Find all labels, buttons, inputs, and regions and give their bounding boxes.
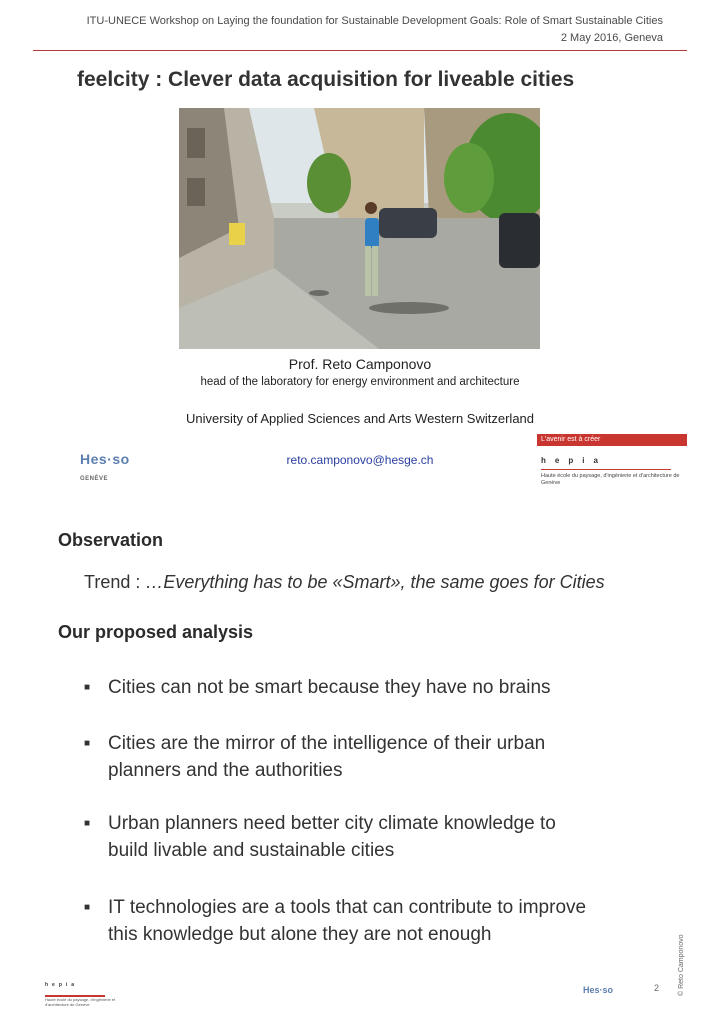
hesso-logo-sub: GENÈVE bbox=[80, 476, 109, 482]
hesso-logo bbox=[80, 451, 160, 481]
analysis-heading: Our proposed analysis bbox=[58, 622, 254, 642]
trend-text: …Everything has to be «Smart», the same goes for Cities bbox=[145, 572, 605, 592]
hepia-wordmark: hepia bbox=[541, 456, 607, 465]
bullet-marker: ■ bbox=[84, 682, 91, 693]
university-name: University of Applied Sciences and Arts Western Switzerland bbox=[185, 411, 535, 426]
header-date: 2 May 2016, Geneva bbox=[560, 32, 663, 44]
bullet-marker: ■ bbox=[84, 902, 91, 913]
list-item-text: Cities can not be smart because they have no brains bbox=[108, 677, 551, 698]
header-workshop-title: ITU-UNECE Workshop on Laying the foundation for Sustainable Development Goals: Role of Smart Sustainable Cities bbox=[86, 15, 663, 27]
hepia-tagline: L'avenir est à créer bbox=[537, 434, 687, 446]
trend-label: Trend : bbox=[84, 572, 146, 592]
footer-hepia-description: Haute école du paysage, d'ingénierie et d'architecture de Genève bbox=[45, 997, 116, 1007]
hepia-divider bbox=[541, 469, 671, 470]
page-number: 2 bbox=[654, 983, 660, 993]
footer-hepia-wordmark: hepia bbox=[45, 982, 79, 988]
hesso-logo-text: Hes·so bbox=[80, 451, 130, 467]
author-email-link[interactable]: reto.camponovo@hesge.ch bbox=[286, 453, 434, 467]
copyright-text: © Reto Camponovo bbox=[678, 934, 685, 996]
list-item-text: Urban planners need better city climate knowledge to build livable and sustainable cities bbox=[108, 813, 556, 861]
hepia-logo bbox=[537, 434, 687, 494]
hepia-description: Haute école du paysage, d'ingénierie et d'architecture de Genève bbox=[541, 473, 680, 486]
author-name: Prof. Reto Camponovo bbox=[288, 356, 432, 372]
list-item-text: IT technologies are a tools that can contribute to improve this knowledge but alone they are not enough bbox=[108, 897, 587, 945]
observation-heading: Observation bbox=[58, 530, 164, 550]
bullet-marker: ■ bbox=[84, 818, 91, 829]
street-photo bbox=[179, 108, 540, 349]
author-role: head of the laboratory for energy environment and architecture bbox=[200, 376, 520, 388]
slide-title: feelcity : Clever data acquisition for liveable cities bbox=[77, 68, 575, 91]
header-divider bbox=[33, 50, 687, 51]
list-item-text: Cities are the mirror of the intelligence of their urban planners and the authorities bbox=[108, 733, 546, 781]
footer-hesso-logo: Hes·so bbox=[583, 985, 614, 995]
footer-hepia-logo bbox=[45, 982, 125, 1007]
copyright-notice bbox=[672, 928, 692, 998]
trend-statement bbox=[84, 572, 605, 593]
bullet-marker: ■ bbox=[84, 738, 91, 749]
